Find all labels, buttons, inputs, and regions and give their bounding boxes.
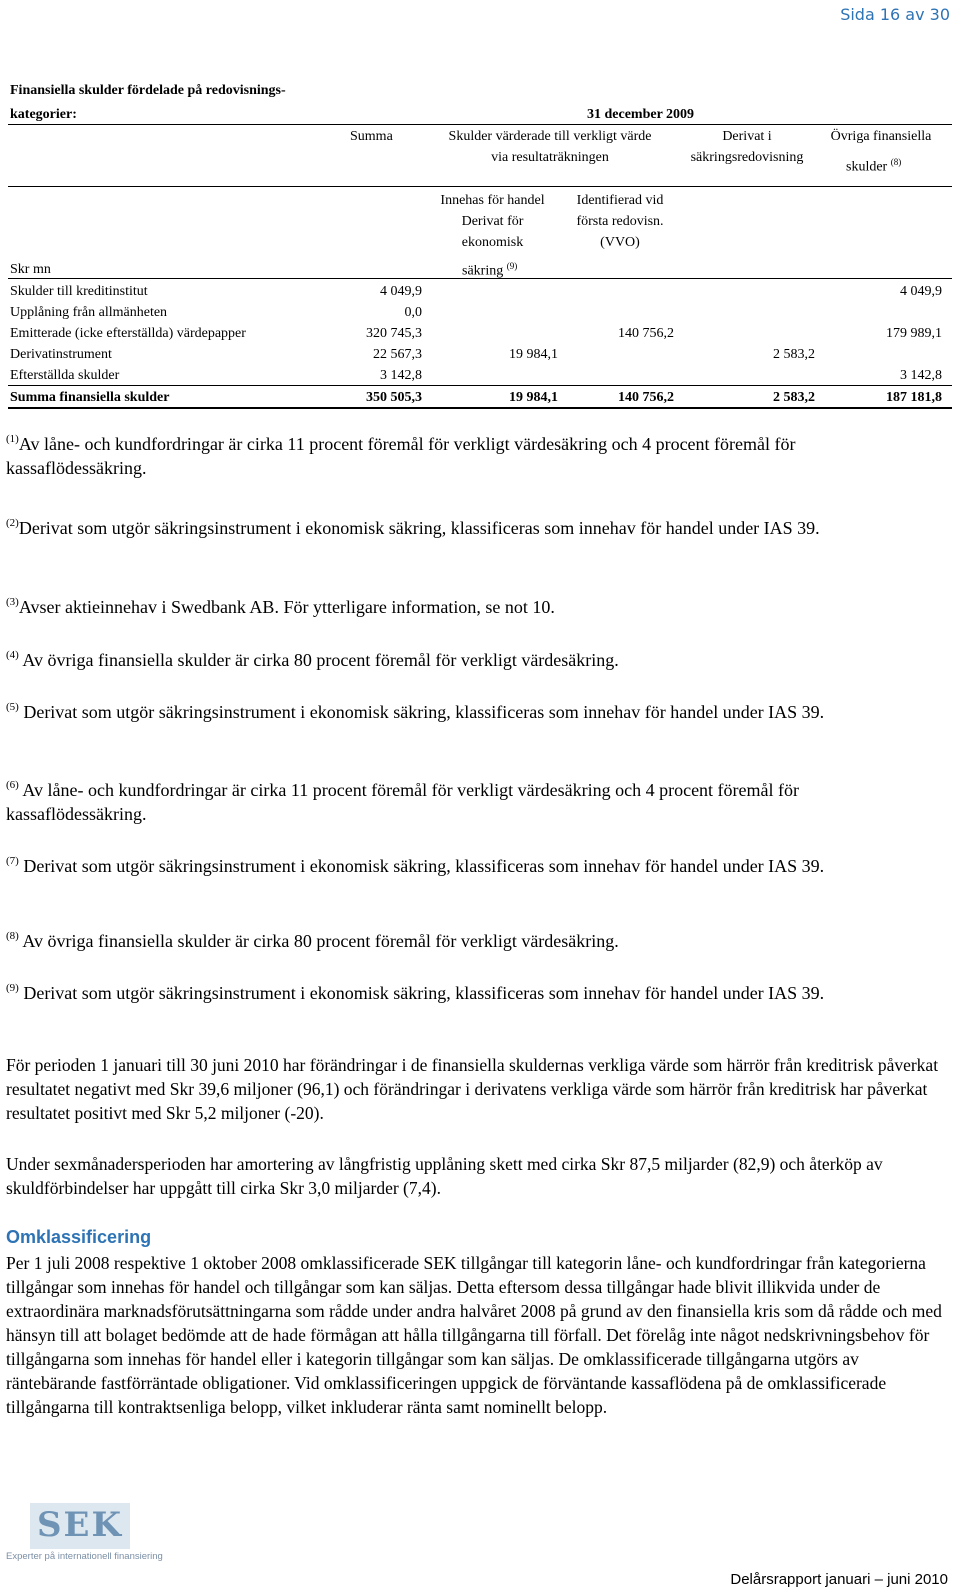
footnote — [6, 929, 936, 953]
logo-tagline: Experter på internationell finansiering — [6, 1551, 163, 1562]
footnote-mark: (4) — [6, 649, 19, 661]
footnote-text: Avser aktieinnehav i Swedbank AB. För ytterligare information, se not 10. — [18, 597, 555, 617]
col-ovriga-line2-text: skulder — [846, 159, 888, 175]
footnote — [6, 516, 936, 540]
row-summa: 3 142,8 — [380, 368, 422, 383]
row-summa: 4 049,9 — [380, 284, 422, 299]
sub-handel-line1: Innehas för handel — [440, 193, 545, 208]
unit-label: Skr mn — [10, 262, 51, 277]
page-number: Sida 16 av 30 — [840, 5, 950, 24]
sek-logo — [30, 1503, 130, 1549]
total-label: Summa finansiella skulder — [10, 390, 170, 405]
footnote-text: Av låne- och kundfordringar är cirka 11 procent föremål för verkligt värdesäkring och 4 procent föremål för kassaflödessäkring. — [6, 780, 800, 824]
row-ovriga: 3 142,8 — [900, 368, 942, 383]
col-ovriga-line2 — [846, 153, 901, 177]
paragraph-credit-risk: För perioden 1 januari till 30 juni 2010 har förändringar i de finansiella skuldernas verkliga värde som härrör från kreditrisk påverkat resultatet negativt med Skr 39,6 miljoner (96,1) och förändringar i derivatens verkliga värde som härrör från kreditrisk har påverkat resultatet positivt med Skr 5,2 miljoner (-20). — [6, 1055, 939, 1123]
footnote-mark: (5) — [6, 701, 19, 713]
col-verkligt-line2: via resultaträkningen — [491, 150, 609, 165]
footnote-mark: (8) — [6, 930, 19, 942]
table-title-line2: kategorier: — [10, 107, 77, 122]
paragraph-amortization: Under sexmånadersperioden har amortering av långfristig upplåning skett med cirka Skr 87,5 miljarder (82,9) och återköp av skuldförbindelser har uppgått till cirka Skr 3,0 miljarder (7,4). — [6, 1154, 883, 1198]
col-verkligt-line1: Skulder värderade till verkligt värde — [448, 129, 652, 144]
row-label: Efterställda skulder — [10, 368, 120, 383]
footnote-text: Derivat som utgör säkringsinstrument i ekonomisk säkring, klassificeras som innehav för handel under IAS 39. — [18, 702, 825, 722]
sub-ident-line1: Identifierad vid — [576, 193, 664, 208]
footnote — [6, 648, 936, 672]
footnote-text: Av övriga finansiella skulder är cirka 80 procent föremål för verkligt värdesäkring. — [18, 931, 619, 951]
row-summa: 320 745,3 — [366, 326, 422, 341]
row-ovriga: 179 989,1 — [886, 326, 942, 341]
total-summa: 350 505,3 — [366, 390, 422, 405]
report-title: Delårsrapport januari – juni 2010 — [730, 1571, 948, 1588]
sub-handel-line4-text: säkring — [462, 263, 504, 279]
col-summa: Summa — [350, 129, 393, 144]
row-summa: 22 567,3 — [373, 347, 422, 362]
col-derivat-line1: Derivat i — [722, 129, 772, 144]
footnote-mark: (1) — [6, 433, 19, 445]
row-label: Upplåning från allmänheten — [10, 305, 168, 320]
row-label: Emitterade (icke efterställda) värdepapper — [10, 326, 246, 341]
footnote-text: Derivat som utgör säkringsinstrument i ekonomisk säkring, klassificeras som innehav för handel under IAS 39. — [18, 856, 825, 876]
total-vvo: 140 756,2 — [618, 390, 674, 405]
footnote-text: Av övriga finansiella skulder är cirka 80 procent föremål för verkligt värdesäkring. — [18, 650, 619, 670]
footnote — [6, 432, 936, 480]
section-heading: Omklassificering — [6, 1227, 152, 1247]
footnote-mark: (9) — [6, 982, 19, 994]
col-derivat-line2: säkringsredovisning — [690, 150, 804, 165]
footnote — [6, 700, 936, 724]
total-derivat: 2 583,2 — [773, 390, 815, 405]
sub-ident-line3: (VVO) — [600, 235, 640, 250]
row-vvo: 140 756,2 — [618, 326, 674, 341]
footnote — [6, 595, 936, 619]
footnote-text: Derivat som utgör säkringsinstrument i ekonomisk säkring, klassificeras som innehav för handel under IAS 39. — [18, 518, 820, 538]
footnote-mark: (7) — [6, 855, 19, 867]
total-ovriga: 187 181,8 — [886, 390, 942, 405]
row-summa: 0,0 — [404, 305, 422, 320]
table-header-rule — [8, 186, 952, 187]
row-label: Derivatinstrument — [10, 347, 112, 362]
table-title-line1: Finansiella skulder fördelade på redovisnings- — [10, 83, 286, 98]
footnote-mark: (3) — [6, 596, 19, 608]
footnote — [6, 778, 936, 826]
row-ovriga: 4 049,9 — [900, 284, 942, 299]
total-handel: 19 984,1 — [509, 390, 558, 405]
footnote — [6, 981, 936, 1005]
row-derivat: 2 583,2 — [773, 347, 815, 362]
table-unit-rule — [8, 278, 952, 279]
footnote-mark: (6) — [6, 779, 19, 791]
row-label: Skulder till kreditinstitut — [10, 284, 148, 299]
section-body: Per 1 juli 2008 respektive 1 oktober 2008 omklassificerade SEK tillgångar till kategorin låne- och kundfordringar från kategorierna tillgångar som innehas för handel och tillgångar som kan säljas. Detta eftersom dessa tillgångar hade blivit illikvida under de extraordinära marknadsförutsättningarna som rådde under andra halvåret 2008 på grund av den finansiella kris som då rådde och med hänsyn till att bolaget bedömde att de hade förmågan att hålla tillgångarna till förfall. Det förelåg inte något nedskrivningsbehov för tillgångarna som innehas för handel eller i kategorin tillgångar som kan säljas. De omklassificerade tillgångarna utgörs av räntebärande fastförräntade obligationer. Vid omklassificeringen uppgick de förväntande kassaflödena på de omklassificerade tillgångarna till kontraktsenliga belopp, vilket inkluderar ränta samt nominellt belopp. — [6, 1253, 942, 1417]
footnote — [6, 854, 936, 878]
footnote-text: Derivat som utgör säkringsinstrument i ekonomisk säkring, klassificeras som innehav för handel under IAS 39. — [18, 983, 825, 1003]
sub-handel-line2: Derivat för — [461, 214, 524, 229]
footnote-mark: (2) — [6, 517, 19, 529]
table-date: 31 december 2009 — [587, 107, 695, 122]
sub-ident-line2: första redovisn. — [576, 214, 664, 229]
table-bottom-rule — [8, 407, 952, 409]
sub-handel-line3: ekonomisk — [461, 235, 524, 250]
col-ovriga-line1: Övriga finansiella — [830, 129, 932, 144]
footnote-text: Av låne- och kundfordringar är cirka 11 procent föremål för verkligt värdesäkring och 4 procent föremål för kassaflödessäkring. — [6, 434, 796, 478]
row-handel: 19 984,1 — [509, 347, 558, 362]
table-top-rule — [8, 124, 952, 125]
col-ovriga-sup: (8) — [890, 157, 902, 167]
table-total-rule — [8, 385, 952, 386]
sub-handel-sup: (9) — [506, 261, 518, 271]
sek-logo-text: SEK — [36, 1505, 124, 1545]
